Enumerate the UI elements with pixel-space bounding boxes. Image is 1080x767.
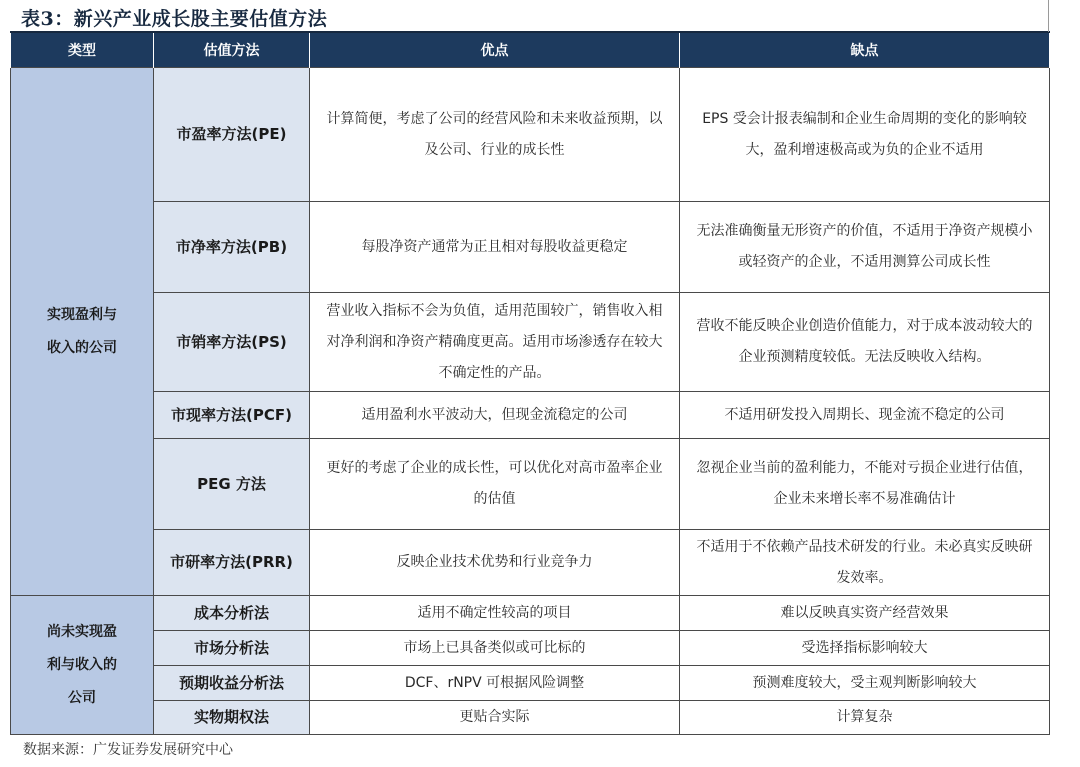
table-row [11, 631, 1050, 666]
method-cell: 实物期权法 [154, 701, 310, 735]
page-right-rule [1048, 0, 1049, 32]
header-pros: 优点 [310, 33, 680, 68]
method-cell: 成本分析法 [154, 596, 310, 631]
table-row [11, 293, 1050, 392]
pros-cell: 计算简便，考虑了公司的经营风险和未来收益预期，以及公司、行业的成长性 [310, 68, 680, 202]
table-row [11, 392, 1050, 439]
type-cell-unprofitable: 尚未实现盈利与收入的公司 [11, 596, 154, 735]
cons-cell: 不适用于不依赖产品技术研发的行业。未必真实反映研发效率。 [680, 530, 1050, 596]
pros-cell: 反映企业技术优势和行业竞争力 [310, 530, 680, 596]
pros-cell: 更好的考虑了企业的成长性，可以优化对高市盈率企业的估值 [310, 439, 680, 530]
table-row [11, 439, 1050, 530]
method-cell: 市盈率方法(PE) [154, 68, 310, 202]
cons-cell: 营收不能反映企业创造价值能力，对于成本波动较大的企业预测精度较低。无法反映收入结构。 [680, 293, 1050, 392]
valuation-methods-table [10, 33, 1050, 735]
method-cell: 市销率方法(PS) [154, 293, 310, 392]
header-type: 类型 [11, 33, 154, 68]
table-row [11, 68, 1050, 202]
pros-cell: 更贴合实际 [310, 701, 680, 735]
table-row [11, 666, 1050, 701]
pros-cell: DCF、rNPV 可根据风险调整 [310, 666, 680, 701]
pros-cell: 适用盈利水平波动大，但现金流稳定的公司 [310, 392, 680, 439]
method-cell: 市场分析法 [154, 631, 310, 666]
table-row [11, 701, 1050, 735]
pros-cell: 每股净资产通常为正且相对每股收益更稳定 [310, 202, 680, 293]
cons-cell: 受选择指标影响较大 [680, 631, 1050, 666]
table-row [11, 202, 1050, 293]
cons-cell: 不适用研发投入周期长、现金流不稳定的公司 [680, 392, 1050, 439]
cons-cell: 忽视企业当前的盈利能力，不能对亏损企业进行估值，企业未来增长率不易准确估计 [680, 439, 1050, 530]
cons-cell: 无法准确衡量无形资产的价值，不适用于净资产规模小或轻资产的企业，不适用测算公司成长性 [680, 202, 1050, 293]
method-cell: 预期收益分析法 [154, 666, 310, 701]
table-header-row [11, 33, 1050, 68]
pros-cell: 市场上已具备类似或可比标的 [310, 631, 680, 666]
method-cell: PEG 方法 [154, 439, 310, 530]
pros-cell: 营业收入指标不会为负值，适用范围较广，销售收入相对净利润和净资产精确度更高。适用市场渗透存在较大不确定性的产品。 [310, 293, 680, 392]
pros-cell: 适用不确定性较高的项目 [310, 596, 680, 631]
method-cell: 市现率方法(PCF) [154, 392, 310, 439]
data-source-note: 数据来源：广发证券发展研究中心 [23, 742, 233, 758]
method-cell: 市净率方法(PB) [154, 202, 310, 293]
header-cons: 缺点 [680, 33, 1050, 68]
type-cell-profitable: 实现盈利与收入的公司 [11, 68, 154, 596]
header-method: 估值方法 [154, 33, 310, 68]
cons-cell: 难以反映真实资产经营效果 [680, 596, 1050, 631]
method-cell: 市研率方法(PRR) [154, 530, 310, 596]
cons-cell: 预测难度较大，受主观判断影响较大 [680, 666, 1050, 701]
cons-cell: EPS 受会计报表编制和企业生命周期的变化的影响较大，盈利增速极高或为负的企业不适用 [680, 68, 1050, 202]
table-title: 表3：新兴产业成长股主要估值方法 [21, 8, 328, 30]
cons-cell: 计算复杂 [680, 701, 1050, 735]
table-row [11, 596, 1050, 631]
table-row [11, 530, 1050, 596]
